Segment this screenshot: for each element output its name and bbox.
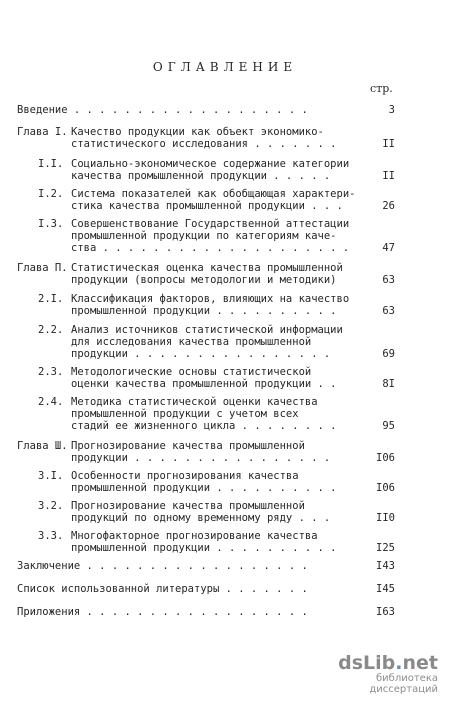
- toc-entry-text: промышленной продукции . . . . . . . . . .: [71, 305, 337, 317]
- toc-entry-text: промышленной продукции . . . . . . . . . .: [71, 482, 337, 494]
- toc-entry: [0, 218, 450, 254]
- toc-entry-text: Классификация факторов, влияющих на качество: [71, 293, 350, 305]
- section-number: 3.3.: [38, 530, 64, 542]
- chapter-label: Глава I.: [17, 126, 68, 138]
- toc-entry-text: продукции (вопросы методологии и методики): [71, 274, 337, 286]
- toc-entry-text: стадий ее жизненного цикла . . . . . . . .: [71, 420, 337, 432]
- page-column-header: стр.: [370, 82, 393, 95]
- toc-page-number: 26: [382, 200, 395, 212]
- toc-entry: [0, 262, 450, 286]
- toc-entry-text: Совершенствование Государственной аттестации: [71, 218, 350, 230]
- toc-entry: [0, 158, 450, 182]
- toc-entry: [0, 530, 450, 554]
- toc-entry: [0, 104, 450, 116]
- dslib-watermark: [308, 652, 438, 695]
- toc-entry-text: Прогнозирование качества промышленной: [71, 500, 305, 512]
- toc-page-number: 8I: [382, 378, 395, 390]
- toc-entry: [0, 396, 450, 432]
- toc-page-number: II: [382, 170, 395, 182]
- section-number: 3.I.: [38, 470, 64, 482]
- toc-entry: [0, 126, 450, 150]
- toc-entry-text: продукций по одному временному ряду . . .: [71, 512, 331, 524]
- toc-entry: [0, 583, 450, 595]
- toc-entry-text: Многофакторное прогнозирование качества: [71, 530, 318, 542]
- section-number: I.I.: [38, 158, 64, 170]
- toc-entry-text: статистического исследования . . . . . . .: [71, 138, 337, 150]
- toc-entry-text: Особенности прогнозирования качества: [71, 470, 299, 482]
- toc-page-number: 69: [382, 348, 395, 360]
- toc-entry-text: Качество продукции как объект экономико-: [71, 126, 324, 138]
- toc-page-number: I06: [376, 452, 395, 464]
- toc-entry: [0, 500, 450, 524]
- toc-entry-text: продукции . . . . . . . . . . . . . . . .: [71, 348, 331, 360]
- toc-entry: [0, 560, 450, 572]
- toc-page-number: I45: [376, 583, 395, 595]
- toc-entry-text: ства . . . . . . . . . . . . . . . . . . . .: [71, 242, 350, 254]
- dslib-logo: dsLib.net: [338, 652, 438, 674]
- toc-entry-text: промышленной продукции . . . . . . . . . .: [71, 542, 337, 554]
- section-number: I.2.: [38, 188, 64, 200]
- toc-entry: [0, 366, 450, 390]
- toc-entry: [0, 324, 450, 360]
- toc-page-number: I06: [376, 482, 395, 494]
- toc-title: ОГЛАВЛЕНИЕ: [152, 60, 298, 74]
- section-number: 3.2.: [38, 500, 64, 512]
- toc-entry-text: Статистическая оценка качества промышленной: [71, 262, 343, 274]
- toc-entry-text: Список использованной литературы . . . . . . .: [17, 583, 308, 595]
- toc-entry-text: Социально-экономическое содержание категории: [71, 158, 350, 170]
- toc-page-number: 47: [382, 242, 395, 254]
- toc-entry-text: Приложения . . . . . . . . . . . . . . . . . .: [17, 606, 308, 618]
- toc-entry-text: Методика статистической оценки качества: [71, 396, 318, 408]
- toc-entry: [0, 293, 450, 317]
- toc-entry-text: Введение . . . . . . . . . . . . . . . . . . .: [17, 104, 308, 116]
- toc-page-number: 95: [382, 420, 395, 432]
- toc-page-number: II0: [376, 512, 395, 524]
- chapter-label: Глава Ш.: [17, 440, 68, 452]
- section-number: 2.4.: [38, 396, 64, 408]
- toc-entry-text: стика качества промышленной продукции . . .: [71, 200, 343, 212]
- toc-page-number: 63: [382, 274, 395, 286]
- toc-page-number: II: [382, 138, 395, 150]
- chapter-label: Глава П.: [17, 262, 68, 274]
- toc-entry-text: промышленной продукции с учетом всех: [71, 408, 299, 420]
- toc-entry: [0, 440, 450, 464]
- toc-entry-text: оценки качества промышленной продукции . .: [71, 378, 337, 390]
- section-number: 2.2.: [38, 324, 64, 336]
- dslib-subtitle: библиотека диссертаций: [369, 673, 438, 695]
- toc-entry-text: качества промышленной продукции . . . . .: [71, 170, 331, 182]
- toc-page-number: 3: [388, 104, 395, 116]
- toc-entry-text: промышленной продукции по категориям каче-: [71, 230, 337, 242]
- toc-page-number: 63: [382, 305, 395, 317]
- toc-entry-text: Прогнозирование качества промышленной: [71, 440, 305, 452]
- toc-entry: [0, 606, 450, 618]
- section-number: 2.I.: [38, 293, 64, 305]
- toc-entry-text: Методологические основы статистической: [71, 366, 312, 378]
- toc-page-number: I43: [376, 560, 395, 572]
- toc-entry-text: для исследования качества промышленной: [71, 336, 312, 348]
- toc-entry: [0, 470, 450, 494]
- toc-entry-text: продукции . . . . . . . . . . . . . . . .: [71, 452, 331, 464]
- toc-entry: [0, 188, 450, 212]
- toc-entry-text: Заключение . . . . . . . . . . . . . . . . . .: [17, 560, 308, 572]
- toc-entry-text: Система показателей как обобщающая характери-: [71, 188, 356, 200]
- toc-page-number: I25: [376, 542, 395, 554]
- toc-entry-text: Анализ источников статистической информации: [71, 324, 343, 336]
- section-number: I.3.: [38, 218, 64, 230]
- toc-page-number: I63: [376, 606, 395, 618]
- section-number: 2.3.: [38, 366, 64, 378]
